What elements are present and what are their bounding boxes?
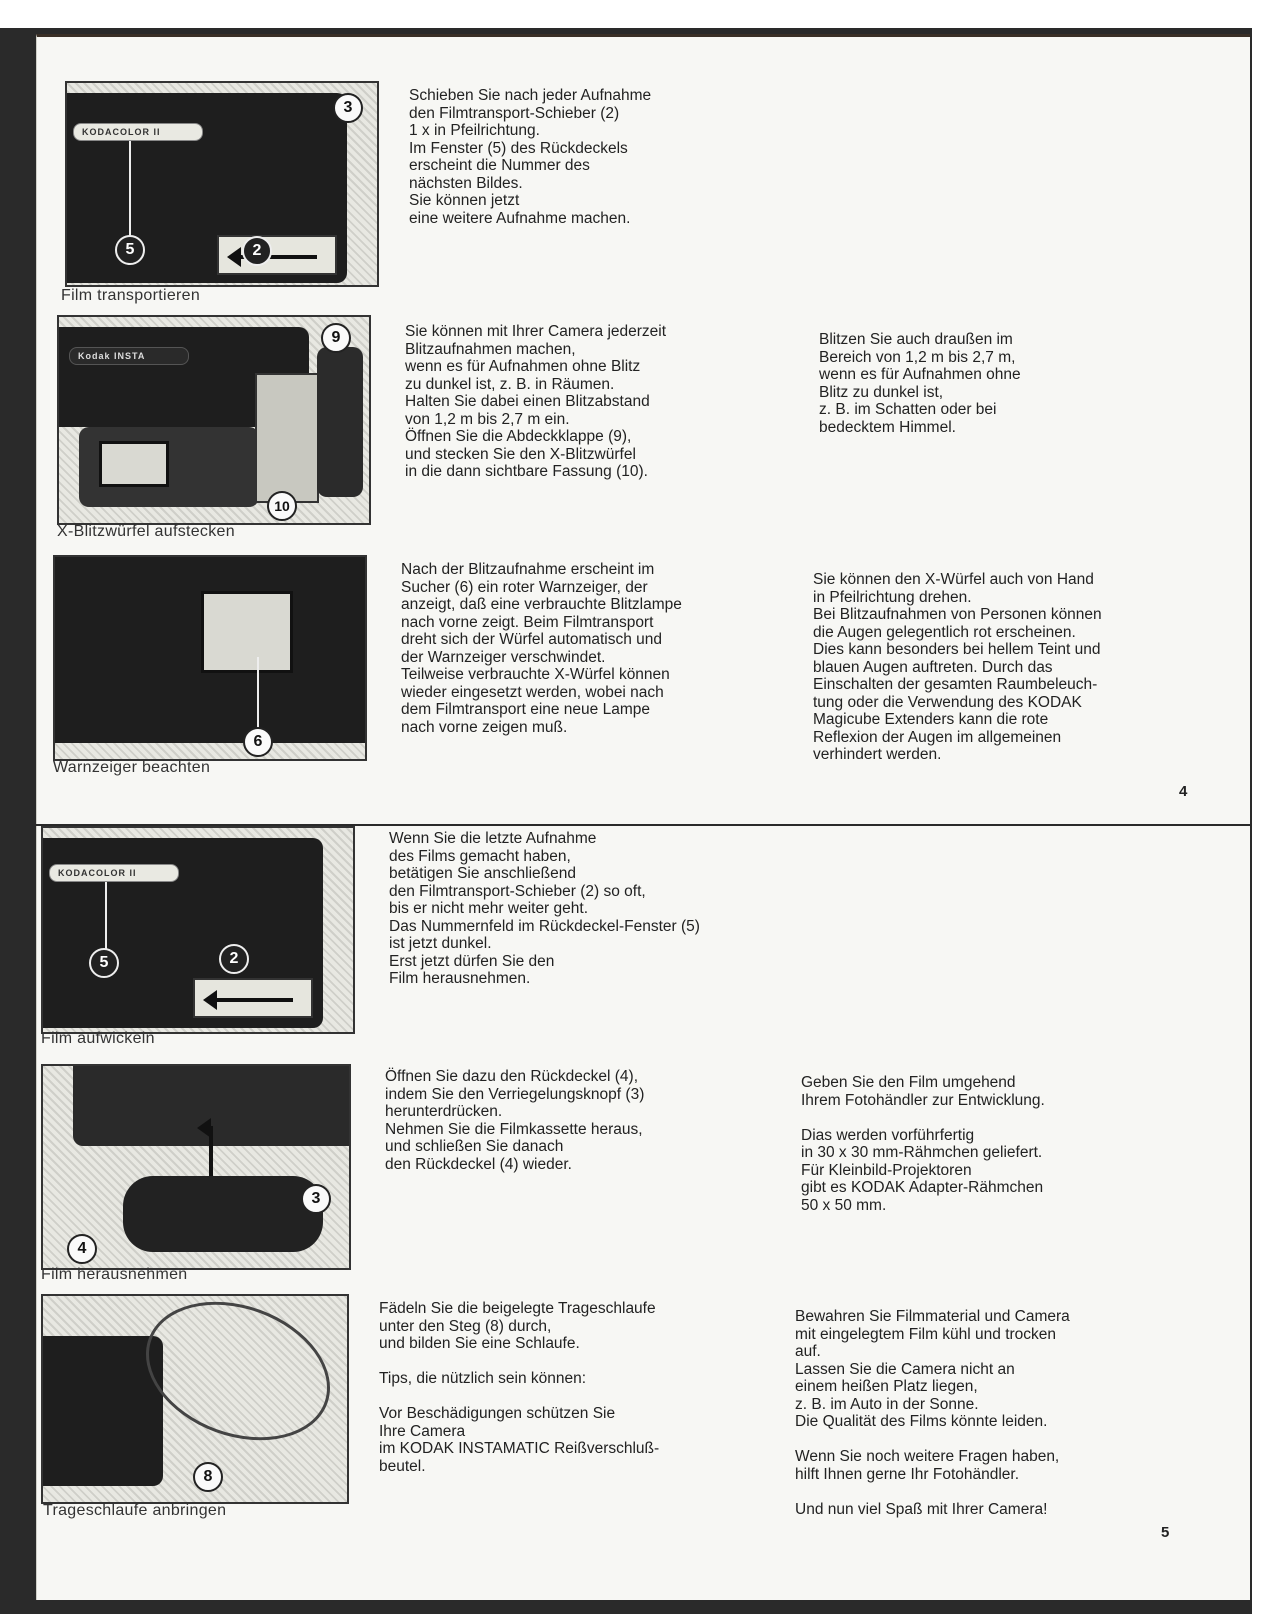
illustration-wrist-strap bbox=[41, 1294, 349, 1504]
callout-3: 3 bbox=[333, 93, 363, 123]
film-label-strip: KODACOLOR II bbox=[49, 864, 179, 882]
illustration-film-transport bbox=[65, 81, 379, 287]
flashcube-icon bbox=[255, 373, 319, 503]
arrow-icon bbox=[215, 998, 293, 1002]
caption-film-herausnehmen: Film herausnehmen bbox=[41, 1266, 188, 1283]
callout-10: 10 bbox=[267, 491, 297, 521]
caption-x-blitzwuerfel: X-Blitzwürfel aufstecken bbox=[57, 523, 235, 540]
callout-5: 5 bbox=[115, 235, 145, 265]
callout-3: 3 bbox=[301, 1184, 331, 1214]
text-film-transportieren: Schieben Sie nach jeder Aufnahme den Filmtransport-Schieber (2) 1 x in Pfeilrichtung. Im Fenster (5) des Rückdeckels erscheint die Nummer des nächsten Bildes. Sie können jetzt eine weitere Aufnahme machen. bbox=[409, 87, 652, 227]
manual-page-4 bbox=[36, 34, 1250, 824]
film-label-strip: KODACOLOR II bbox=[73, 123, 203, 141]
caption-film-transportieren: Film transportieren bbox=[61, 287, 201, 304]
callout-5: 5 bbox=[89, 948, 119, 978]
text-film-entwicklung: Geben Sie den Film umgehend Ihrem Fotohändler zur Entwicklung. Dias werden vorführfertig in 30 x 30 mm-Rähmchen geliefert. Für Kleinbild-Projektoren gibt es KODAK Adapter-Rähmchen 50 x 50 mm. bbox=[801, 1074, 1045, 1214]
illustration-film-wind bbox=[41, 826, 355, 1034]
illustration-film-remove bbox=[41, 1064, 351, 1270]
illustration-warning-indicator bbox=[53, 555, 367, 761]
text-filmmaterial: Bewahren Sie Filmmaterial und Camera mit eingelegtem Film kühl und trocken auf. Lassen Sie die Camera nicht an einem heißen Platz liegen, z. B. im Auto in der Sonne. Die Qualität des Films könnte leiden. Wenn Sie noch weitere Fragen haben, hilft Ihnen gerne Ihr Fotohändler. Und nun viel Spaß mit Ihrer Camera! bbox=[795, 1308, 1070, 1518]
viewfinder-icon bbox=[201, 591, 293, 673]
page-number: 5 bbox=[1161, 1524, 1170, 1541]
camera-label-strip: Kodak INSTA bbox=[69, 347, 189, 365]
callout-8: 8 bbox=[193, 1462, 223, 1492]
caption-trageschlaufe: Trageschlaufe anbringen bbox=[43, 1502, 227, 1519]
caption-film-aufwickeln: Film aufwickeln bbox=[41, 1030, 155, 1047]
callout-2: 2 bbox=[242, 236, 272, 266]
illustration-flashcube bbox=[57, 315, 371, 525]
text-film-aufwickeln: Wenn Sie die letzte Aufnahme des Films gemacht haben, betätigen Sie anschließend den Filmtransport-Schieber (2) so oft, bis er nicht mehr weiter geht. Das Nummernfeld im Rückdeckel-Fenster (5) ist jetzt dunkel. Erst jetzt dürfen Sie den Film herausnehmen. bbox=[389, 830, 700, 987]
down-arrow-icon bbox=[209, 1126, 213, 1176]
manual-page-5 bbox=[36, 826, 1250, 1600]
text-trageschlaufe: Fädeln Sie die beigelegte Trageschlaufe unter den Steg (8) durch, und bilden Sie eine Schlaufe. Tips, die nützlich sein können: Vor Beschädigungen schützen Sie Ihre Camera im KODAK INSTAMATIC Reißverschluß- beutel. bbox=[379, 1300, 660, 1475]
text-film-herausnehmen: Öffnen Sie dazu den Rückdeckel (4), indem Sie den Verriegelungsknopf (3) herunterdrücken. Nehmen Sie die Filmkassette heraus, und schließen Sie danach den Rückdeckel (4) wieder. bbox=[385, 1068, 645, 1173]
callout-4: 4 bbox=[67, 1234, 97, 1264]
callout-9: 9 bbox=[321, 323, 351, 353]
callout-6: 6 bbox=[243, 727, 273, 757]
caption-warnzeiger: Warnzeiger beachten bbox=[53, 759, 211, 776]
text-warnzeiger: Nach der Blitzaufnahme erscheint im Sucher (6) ein roter Warnzeiger, der anzeigt, daß eine verbrauchte Blitzlampe nach vorne zeigt. Beim Filmtransport dreht sich der Würfel automatisch und der Warnzeiger verschwindet. Teilweise verbrauchte X-Würfel können wieder eingesetzt werden, wobei nach dem Filmtransport eine neue Lampe nach vorne zeigen muß. bbox=[401, 561, 682, 736]
film-cassette-icon bbox=[123, 1176, 323, 1252]
text-x-blitzwuerfel: Sie können mit Ihrer Camera jederzeit Blitzaufnahmen machen, wenn es für Aufnahmen ohne Blitz zu dunkel ist, z. B. in Räumen. Halten Sie dabei einen Blitzabstand von 1,2 m bis 2,7 m ein. Öffnen Sie die Abdeckklappe (9), und stecken Sie den X-Blitzwürfel in die dann sichtbare Fassung (10). bbox=[405, 323, 667, 480]
text-blitzen-draussen: Blitzen Sie auch draußen im Bereich von 1,2 m bis 2,7 m, wenn es für Aufnahmen ohne Blitz zu dunkel ist, z. B. im Schatten oder bei bedecktem Himmel. bbox=[819, 331, 1021, 436]
text-x-wuerfel-hand: Sie können den X-Würfel auch von Hand in Pfeilrichtung drehen. Bei Blitzaufnahmen von Personen können die Augen gelegentlich rot erscheinen. Dies kann besonders bei hellem Teint und blauen Augen auftreten. Durch das Einschalten der gesamten Raumbeleuch- tung oder die Verwendung des KODAK Magicube Extenders kann die rote Reflexion der Augen im allgemeinen verhindert werden. bbox=[813, 571, 1102, 763]
page-number: 4 bbox=[1179, 783, 1188, 800]
callout-2: 2 bbox=[219, 944, 249, 974]
